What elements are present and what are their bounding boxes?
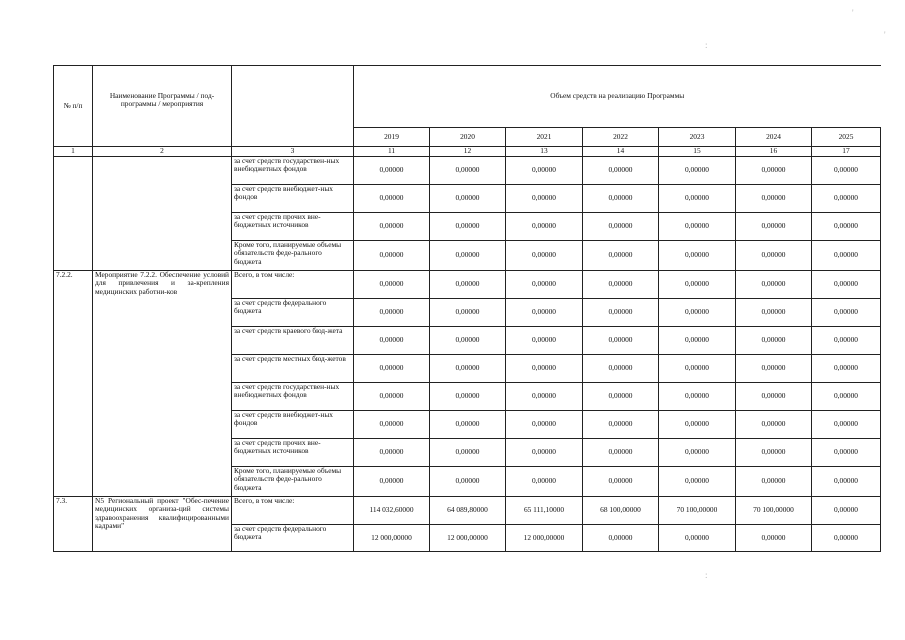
value-cell: 0,00000 xyxy=(430,411,506,439)
value-cell: 0,00000 xyxy=(659,299,736,327)
value-cell: 0,00000 xyxy=(812,467,881,497)
index-cell: 15 xyxy=(659,147,736,157)
scan-mark: ' xyxy=(884,30,886,40)
value-cell: 0,00000 xyxy=(736,355,812,383)
value-cell: 0,00000 xyxy=(430,383,506,411)
value-cell: 0,00000 xyxy=(736,467,812,497)
value-cell: 0,00000 xyxy=(736,213,812,241)
value-cell: 0,00000 xyxy=(812,213,881,241)
row-number: 7.3. xyxy=(54,497,93,552)
value-cell: 0,00000 xyxy=(354,467,430,497)
funding-source: за счет средств местных бюд-жетов xyxy=(232,355,354,383)
value-cell: 0,00000 xyxy=(354,439,430,467)
table-row xyxy=(54,497,881,525)
program-name: Мероприятие 7.2.2. Обеспечение условий для привлечения и за-крепления медицинских работни-ков xyxy=(93,271,232,497)
index-cell: 17 xyxy=(812,147,881,157)
table-row xyxy=(54,271,881,299)
year-cell: 2020 xyxy=(430,127,506,146)
scan-mark: : xyxy=(705,570,708,580)
funding-source: за счет средств федерального бюджета xyxy=(232,525,354,552)
index-row xyxy=(54,147,881,157)
year-cell: 2019 xyxy=(354,127,430,146)
value-cell: 114 032,60000 xyxy=(354,497,430,525)
value-cell: 68 100,00000 xyxy=(583,497,659,525)
value-cell: 0,00000 xyxy=(583,411,659,439)
value-cell: 0,00000 xyxy=(812,497,881,525)
value-cell: 12 000,00000 xyxy=(506,525,583,552)
index-cell: 16 xyxy=(736,147,812,157)
table-row xyxy=(54,157,881,185)
scan-mark: ' xyxy=(852,8,854,18)
index-cell: 14 xyxy=(583,147,659,157)
value-cell: 0,00000 xyxy=(430,355,506,383)
index-cell: 1 xyxy=(54,147,93,157)
row-number: 7.2.2. xyxy=(54,271,93,497)
value-cell: 0,00000 xyxy=(583,327,659,355)
budget-table xyxy=(53,65,881,552)
row-number xyxy=(54,157,93,271)
value-cell: 70 100,00000 xyxy=(659,497,736,525)
value-cell: 0,00000 xyxy=(812,271,881,299)
value-cell: 0,00000 xyxy=(736,327,812,355)
value-cell: 0,00000 xyxy=(736,185,812,213)
index-cell: 13 xyxy=(506,147,583,157)
value-cell: 0,00000 xyxy=(354,271,430,299)
scan-mark: : xyxy=(705,40,708,50)
value-cell: 0,00000 xyxy=(430,299,506,327)
value-cell: 0,00000 xyxy=(354,299,430,327)
funding-source: за счет средств краевого бюд-жета xyxy=(232,327,354,355)
value-cell: 0,00000 xyxy=(506,157,583,185)
value-cell: 0,00000 xyxy=(354,383,430,411)
program-name: N5 Региональный проект "Обес-печение медицинских организа-ций системы здравоохранения квалифицированными кадрами" xyxy=(93,497,232,552)
index-cell: 11 xyxy=(354,147,430,157)
value-cell: 0,00000 xyxy=(430,327,506,355)
value-cell: 0,00000 xyxy=(736,411,812,439)
value-cell: 0,00000 xyxy=(354,213,430,241)
value-cell: 0,00000 xyxy=(506,213,583,241)
value-cell: 0,00000 xyxy=(354,241,430,271)
year-cell: 2024 xyxy=(736,127,812,146)
value-cell: 0,00000 xyxy=(506,185,583,213)
value-cell: 0,00000 xyxy=(583,355,659,383)
value-cell: 0,00000 xyxy=(430,241,506,271)
value-cell: 0,00000 xyxy=(354,185,430,213)
funding-source: Кроме того, планируемые объемы обязательств феде-рального бюджета xyxy=(232,467,354,497)
funding-source: за счет средств федерального бюджета xyxy=(232,299,354,327)
value-cell: 0,00000 xyxy=(659,467,736,497)
value-cell: 0,00000 xyxy=(506,271,583,299)
value-cell: 0,00000 xyxy=(659,327,736,355)
value-cell: 0,00000 xyxy=(430,157,506,185)
value-cell: 0,00000 xyxy=(659,271,736,299)
value-cell: 0,00000 xyxy=(659,213,736,241)
value-cell: 0,00000 xyxy=(659,439,736,467)
value-cell: 0,00000 xyxy=(736,157,812,185)
value-cell: 0,00000 xyxy=(736,383,812,411)
value-cell: 0,00000 xyxy=(354,157,430,185)
value-cell: 0,00000 xyxy=(583,439,659,467)
value-cell: 0,00000 xyxy=(354,327,430,355)
value-cell: 0,00000 xyxy=(812,383,881,411)
value-cell: 0,00000 xyxy=(812,327,881,355)
value-cell: 0,00000 xyxy=(659,185,736,213)
value-cell: 0,00000 xyxy=(506,411,583,439)
header-volume: Объем средств на реализацию Программы xyxy=(354,66,881,128)
value-cell: 0,00000 xyxy=(812,525,881,552)
funding-source: за счет средств государствен-ных внебюджетных фондов xyxy=(232,383,354,411)
value-cell: 0,00000 xyxy=(736,241,812,271)
year-cell: 2023 xyxy=(659,127,736,146)
value-cell: 0,00000 xyxy=(506,467,583,497)
value-cell: 0,00000 xyxy=(506,299,583,327)
value-cell: 0,00000 xyxy=(583,467,659,497)
funding-source: за счет средств прочих вне-бюджетных источников xyxy=(232,213,354,241)
value-cell: 0,00000 xyxy=(430,213,506,241)
funding-source: Всего, в том числе: xyxy=(232,271,354,299)
funding-source: за счет средств прочих вне-бюджетных источников xyxy=(232,439,354,467)
value-cell: 0,00000 xyxy=(812,299,881,327)
program-name xyxy=(93,157,232,271)
funding-source: за счет средств внебюджет-ных фондов xyxy=(232,185,354,213)
value-cell: 0,00000 xyxy=(736,525,812,552)
value-cell: 0,00000 xyxy=(736,271,812,299)
value-cell: 0,00000 xyxy=(430,185,506,213)
value-cell: 0,00000 xyxy=(583,213,659,241)
value-cell: 0,00000 xyxy=(506,327,583,355)
value-cell: 0,00000 xyxy=(812,241,881,271)
value-cell: 70 100,00000 xyxy=(736,497,812,525)
funding-source: Кроме того, планируемые объемы обязательств феде-рального бюджета xyxy=(232,241,354,271)
value-cell: 0,00000 xyxy=(354,355,430,383)
value-cell: 0,00000 xyxy=(812,411,881,439)
value-cell: 0,00000 xyxy=(659,411,736,439)
value-cell: 0,00000 xyxy=(659,241,736,271)
header-source xyxy=(232,66,354,147)
value-cell: 0,00000 xyxy=(430,439,506,467)
header-num: № п/п xyxy=(54,66,93,147)
value-cell: 0,00000 xyxy=(583,185,659,213)
value-cell: 0,00000 xyxy=(583,299,659,327)
value-cell: 0,00000 xyxy=(583,157,659,185)
value-cell: 0,00000 xyxy=(506,355,583,383)
value-cell: 0,00000 xyxy=(430,271,506,299)
value-cell: 64 089,80000 xyxy=(430,497,506,525)
value-cell: 0,00000 xyxy=(583,383,659,411)
index-cell: 2 xyxy=(93,147,232,157)
value-cell: 0,00000 xyxy=(354,411,430,439)
funding-source: за счет средств государствен-ных внебюджетных фондов xyxy=(232,157,354,185)
funding-source: Всего, в том числе: xyxy=(232,497,354,525)
value-cell: 0,00000 xyxy=(583,271,659,299)
value-cell: 0,00000 xyxy=(659,355,736,383)
value-cell: 0,00000 xyxy=(659,157,736,185)
value-cell: 0,00000 xyxy=(506,241,583,271)
value-cell: 0,00000 xyxy=(659,383,736,411)
value-cell: 0,00000 xyxy=(812,157,881,185)
value-cell: 0,00000 xyxy=(430,467,506,497)
year-cell: 2021 xyxy=(506,127,583,146)
header-row xyxy=(54,66,881,128)
index-cell: 12 xyxy=(430,147,506,157)
value-cell: 0,00000 xyxy=(812,355,881,383)
value-cell: 12 000,00000 xyxy=(430,525,506,552)
value-cell: 0,00000 xyxy=(812,439,881,467)
value-cell: 0,00000 xyxy=(736,299,812,327)
header-name: Наименование Программы / под-программы / мероприятия xyxy=(93,66,232,147)
value-cell: 0,00000 xyxy=(506,383,583,411)
value-cell: 0,00000 xyxy=(583,525,659,552)
funding-source: за счет средств внебюджет-ных фондов xyxy=(232,411,354,439)
value-cell: 12 000,00000 xyxy=(354,525,430,552)
value-cell: 0,00000 xyxy=(812,185,881,213)
year-cell: 2025 xyxy=(812,127,881,146)
value-cell: 65 111,10000 xyxy=(506,497,583,525)
value-cell: 0,00000 xyxy=(736,439,812,467)
value-cell: 0,00000 xyxy=(659,525,736,552)
index-cell: 3 xyxy=(232,147,354,157)
value-cell: 0,00000 xyxy=(583,241,659,271)
year-cell: 2022 xyxy=(583,127,659,146)
value-cell: 0,00000 xyxy=(506,439,583,467)
